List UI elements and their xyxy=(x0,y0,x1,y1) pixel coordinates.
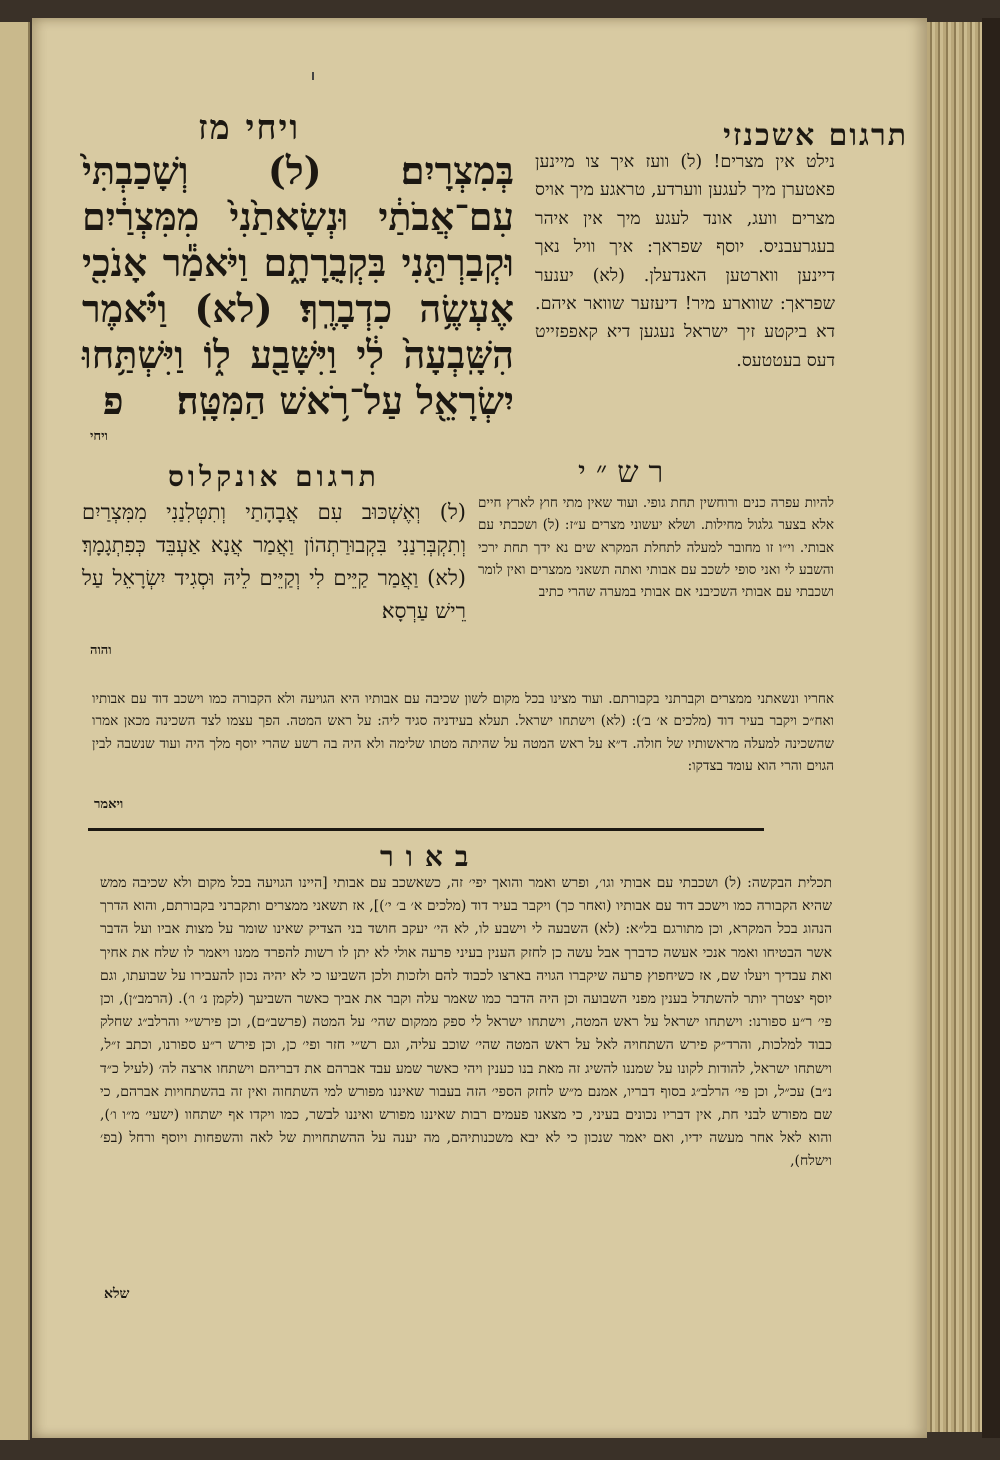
left-page-edge xyxy=(0,22,30,1440)
catchword-onkelos: והוה xyxy=(90,643,112,658)
biur-commentary: תכלית הבקשה: (ל) ושכבתי עם אבותי וגו׳, ופרש ואמר והואך יפי׳ זה, כשאשכב עם אבותי [היינו הגויעה בכל מקום ולא שכיבה ממש שהיא הקבורה כמו וישכב דוד עם אבותיו (ואחר כך) ויקבר בעיר דוד (מלכים א׳ ב׳ י׳)], אז תשאני ממצרים ותקברני בקבורתם, והוא הדרך הנהוג בכל המקרא, וכן מתורגם בל״א: (לא) השבעה לי וישבע לו, לא הי׳ יעקב חושד בני הצדיק שאינו שומר על מצות אביו ועל הדבר אשר הבטיחו ואמר אנכי אעשה כדברך אבל עשה כן לחזק הענין בעיני פרעה אולי לא יתן לו רשות להפרד ממנו ויאמר לו שלח את אחיך ואת עבדיך ויעלו שם, אז כשיחפוץ פרעה שיקברו הגויה בארצו לכבוד להם ולזכות ולכן השביעו כי לא יהיה נכון להעבירו על שבועתו, וגם יוסף יצטרך יותר להשתדל בענין מפני השבועה וכן היה הדבר כמו שאמר עלה וקבר את אביך כאשר השביעך (לקמן נ׳ ו׳). (הרמב״ן), וכן פי׳ ר״ע ספורנו: וישתחו ישראל על ראש המטה, וישתחו ישראל לי ספק ממקום שהי׳ על המטה (פרשב״ם), וכן פירש״י והרלב״ג שחלק כבוד למלכות, והרד״ק פירש השתחויה לאל על ראש המטה שהי׳ שוכב עליה, וגם רש״י חזר ופי׳ כן, וכן פירש ר״ע ספורנו, וכתב ז״ל, וישתחו ישראל, להודות לקונו על שמננו להשיג זה מאת בנו כענין ויהי כאשר שמע עבד אברהם את דבריהם וישתחו ארצה לה׳ (לעיל כ״ד נ״ב) עכ״ל, וכן פי׳ הרלב״ג בסוף דבריו, אמנם מ״ש לחזק הספי׳ הזה בעבור שאיננו מפורש למי השתחוה ואין זה בהשתחויות אברהם, כי שם מפורש לבני חת, אין דבריו נכונים בעיני, כי מצאנו פעמים רבות שאיננו מפורש ואיננו לבשר, כמו ויקדו אף ישתחוו (ישעי׳ מ״ו ו׳), והוא לאל אחר מעשה ידיו, ואם יאמר שנכון כי לא יבא משכנותיהם, מה יענה על ההשתחויות של לאה והשפחות ויוסף ורחל (בפ׳ וישלח), xyxy=(100,875,832,1170)
catchword-rashi: ויאמר xyxy=(94,797,124,812)
targum-ashkenazi-header: תרגום אשכנזי xyxy=(723,118,908,153)
biur-header: באור xyxy=(380,840,481,873)
torah-text xyxy=(82,148,514,424)
onkelos-text: (ל) וְאֶשְׁכּוּב עִם אֲבָהָתַי וְתִטְּלִנַנִי מִמִּצְרַיִם וְתִקְבְּרִנַנִי בִּקְבוּרַתְהוֹן וַאֲמַר אֲנָא אַעְבֵּד כְּפִתְגָמָךְ׃ (לא) וַאֲמַר קַיֵּים לִי וְקַיֵּים לֵיהּ וּסְגִיד יִשְׂרָאֵל עַל רֵישׁ עַרְסָא׃ xyxy=(82,500,466,623)
rashi-commentary: להיות עפרה כנים ורוחשין תחת גופי. ועוד שאין מתי חוץ לארץ חיים אלא בצער גלגול מחילות. ושלא יעשוני מצרים ע״ז: (ל) ושכבתי עם אבותי. וי״ו זו מחובר למעלה לתחלת המקרא שים נא ידך תחת ירכי והשבע לי ואני סופי לשכב עם אבותי ואתה תשאני ממצרים ואין לומר ושכבתי עם אבותי השכיבני אם אבותי במערה שהרי כתיב xyxy=(478,495,834,601)
page-mark xyxy=(312,72,314,80)
page-edges xyxy=(927,22,982,1432)
catchword-torah: ויחי xyxy=(90,429,108,444)
torah-verses: בְּמִצְרָיִם׃ (ל) וְשָׁכַבְתִּי֙ עִם־אֲבֹתַ֔י וּנְשָׂאתַ֙נִי֙ מִמִּצְרַ֔יִם וּקְבַרְתַּ֖נִי בִּקְבֻרָתָ֑ם וַיֹּאמַ֕ר אָנֹכִ֖י אֶעְשֶׂ֥ה כִדְבָרֶֽךָ׃ (לא) וַיֹּ֗אמֶר הִשָּֽׁבְעָה֙ לִ֔י וַיִּשָּׁבַ֖ע ל֑וֹ וַיִּשְׁתַּ֥חוּ יִשְׂרָאֵ֖ל עַל־רֹ֥אשׁ הַמִּטָּֽה׃ xyxy=(82,148,514,423)
section-divider xyxy=(88,828,764,831)
rashi-header: רש״י xyxy=(578,455,674,490)
parsha-page-header: ויחי מז xyxy=(198,108,301,148)
catchword-biur: שלא xyxy=(104,1286,130,1302)
targum-onkelos-header: תרגום אונקלוס xyxy=(168,460,380,493)
parsha-marker: פ xyxy=(102,378,124,423)
rashi-commentary-continued: אחריו ונשאתני ממצרים וקברתני בקבורתם. ועוד מצינו בכל מקום לשון שכיבה עם אבותיו היא הגויעה ולא הקבורה כמו וישכב דוד עם אבותיו ואח״כ ויקבר בעיר דוד (מלכים א׳ ב׳): (לא) וישתחו ישראל. תעלא בעידניה סגיד ליה: על ראש המטה. הפך עצמו לצד השכינה מכאן אמרו שהשכינה למעלה מראשותיו של חולה. ד״א על ראש המטה על שהיתה מטתו שלימה ולא היה בה רשע שהרי יוסף מלך היה ועוד שנשבה לבין הגוים והרי הוא עומד בצדקו: xyxy=(92,691,834,774)
book-spine xyxy=(982,18,1000,1438)
yiddish-translation: נילט אין מצרים! (ל) וועז איך צו מיינען פאטערן מיך לעגען ווערדע, טראגע מיך אויס מצרים וועג, אונד לעגע מיך אין איהר בעגרעבניס. יוסף שפראך: איך וויל נאך דיינען ווארטען האנדעלן. (לא) יענער שפראך: שווארע מיר! דיעזער שוואר איהם. דא ביקטע זיך ישראל נעגען דיא קאפפזייט דעס בעטטעס. xyxy=(535,152,835,371)
